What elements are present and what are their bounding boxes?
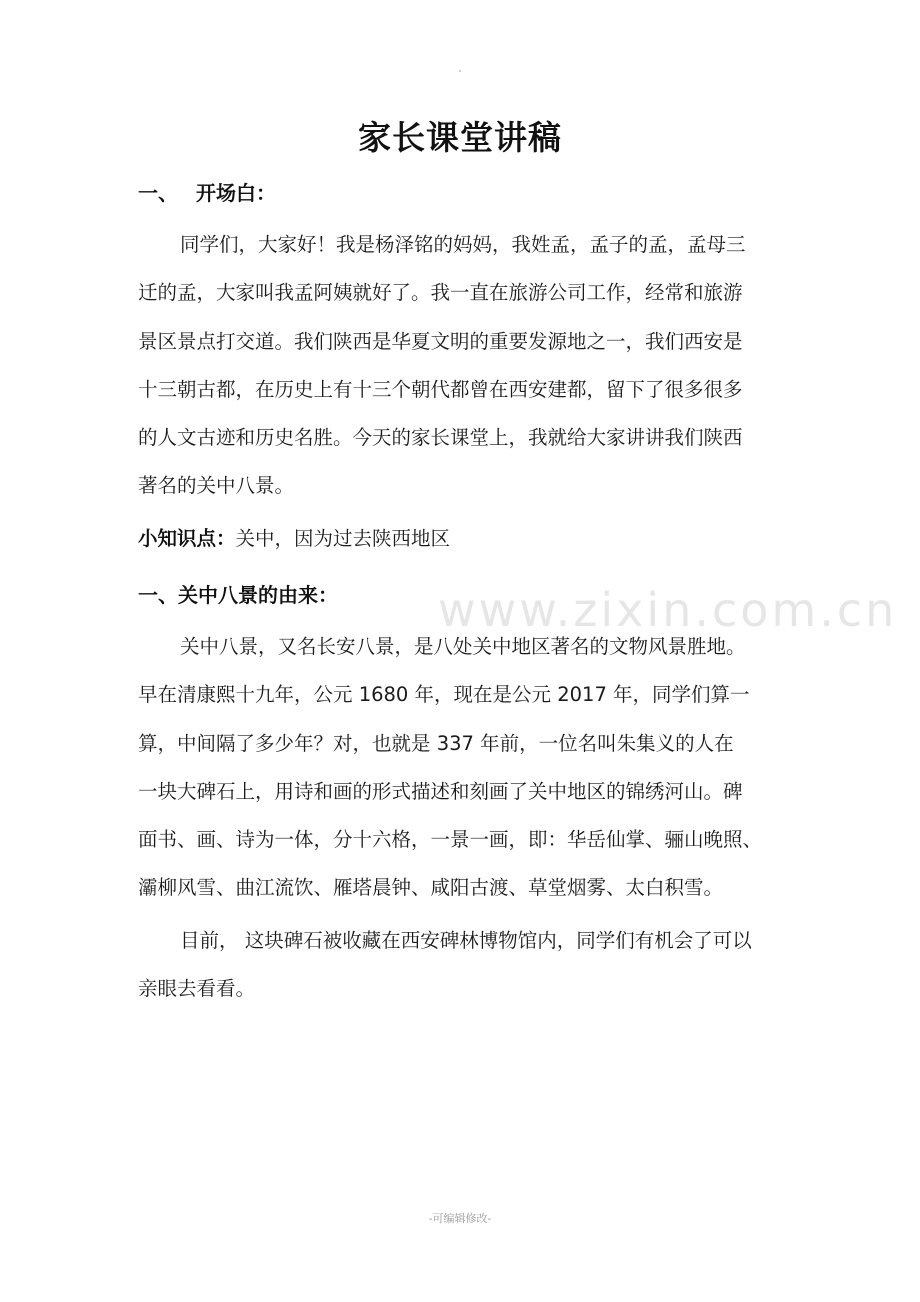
- page-footer: -可编辑修改-: [428, 1212, 492, 1225]
- section-heading-text: 开场白：: [196, 181, 276, 205]
- paragraph-line: 一块大碑石上，用诗和画的形式描述和刻画了关中地区的锦绣河山。碑: [138, 779, 743, 803]
- paragraph-line: 的人文古迹和历史名胜。今天的家长课堂上，我就给大家讲讲我们陕西: [138, 426, 743, 450]
- origin-paragraph: [138, 623, 798, 913]
- paragraph-line: 算，中间隔了多少年？对，也就是 337 年前，一位名叫朱集义的人在: [138, 731, 734, 755]
- paragraph-line: 同学们，大家好！我是杨泽铭的妈妈，我姓孟，孟子的孟，孟母三: [180, 233, 746, 256]
- paragraph-line: 十三朝古都，在历史上有十三个朝代都曾在西安建都，留下了很多很多: [138, 377, 743, 401]
- paragraph-line: 关中八景，又名长安八景，是八处关中地区著名的文物风景胜地。: [180, 635, 746, 658]
- paragraph-line: 面书、画、诗为一体，分十六格，一景一画，即：华岳仙掌、骊山晚照、: [138, 828, 763, 852]
- paragraph-line: 灞柳风雪、曲江流饮、雁塔晨钟、咸阳古渡、草堂烟雾、太白积雪。: [138, 876, 724, 900]
- section-number: 一、: [138, 181, 178, 205]
- paragraph-line: 亲眼去看看。: [138, 977, 256, 1001]
- tip-label: 小知识点：: [138, 527, 236, 550]
- watermark: www.zixin.com.cn: [438, 583, 898, 637]
- closing-paragraph: [138, 917, 798, 1014]
- paragraph-line: 目前， 这块碑石被收藏在西安碑林博物馆内，同学们有机会了可以: [180, 929, 752, 952]
- section-heading-opening: [138, 177, 276, 206]
- paragraph-line: 景区景点打交道。我们陕西是华夏文明的重要发源地之一，我们西安是: [138, 329, 743, 353]
- tip-text: 关中，因为过去陕西地区: [235, 527, 451, 550]
- paragraph-line: 早在清康熙十九年，公元 1680 年，现在是公元 2017 年，同学们算一: [138, 683, 750, 707]
- section-heading-origin: 一、关中八景的由来：: [138, 583, 338, 607]
- paragraph-line: 著名的关中八景。: [138, 474, 295, 498]
- knowledge-tip: [138, 523, 450, 551]
- page-mark: [459, 70, 461, 72]
- document-title: 家长课堂讲稿: [358, 118, 562, 157]
- opening-paragraph: [138, 221, 798, 511]
- paragraph-line: 迁的孟，大家叫我孟阿姨就好了。我一直在旅游公司工作，经常和旅游: [138, 281, 743, 305]
